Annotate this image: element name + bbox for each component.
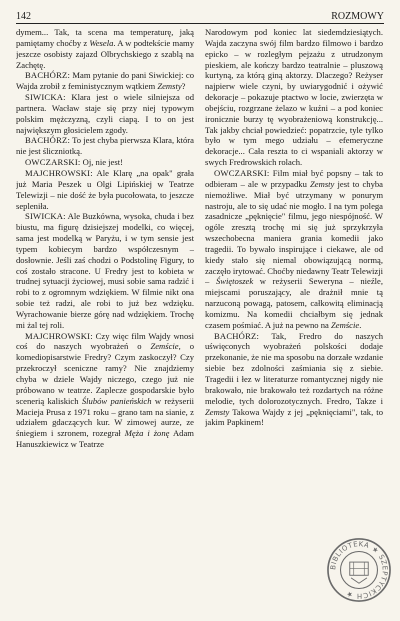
paragraph-text: dymem... Tak, ta scena ma temperaturę, jaką pamiętamy choćby z (16, 27, 194, 48)
speaker-name: SIWICKA: (25, 211, 66, 222)
left-paragraph (16, 92, 194, 135)
speaker-name: BACHÓRZ: (25, 70, 71, 81)
speaker-name: OWCZARSKI: (25, 157, 81, 168)
running-title: ROZMOWY (331, 11, 384, 22)
italic-title: Zemsty (205, 406, 230, 417)
left-paragraph (16, 211, 194, 330)
left-paragraph (16, 27, 194, 70)
paragraph-text: Tak, Fredro do naszych uświęconych wyobrażeń polskości dodaje przekonanie, że nie ma sposobu na dorzałe wzdanie siebie bez zdolności zaśmiania się z siebie. Tragedii i łez w literaturze romantycznej nigdy nie brakowało, nie brakowało też rozdartych na różne melodie, tych dolorozotycznych. Fredro, Takze i (205, 330, 383, 406)
speaker-name: MAJCHROWSKI: (25, 167, 93, 178)
left-paragraph (16, 331, 194, 450)
right-paragraph (205, 27, 383, 168)
italic-title: Zemście (331, 319, 360, 330)
page-number: 142 (16, 11, 31, 22)
speaker-name: MAJCHROWSKI: (25, 330, 93, 341)
paragraph-text: Klara jest o wiele silniejsza od partnera. Wacław staje się przy niej typowym polskim mężczyzną, czyli ciapą. I to on jest największym głosicielem zgody. (16, 92, 194, 135)
right-column (205, 27, 383, 609)
paragraph-text: Ale Klarę „na opak" grała już Maria Peszek u Olgi Lipińskiej w Teatrze Telewizji – nie dość że była pucołowata, to jeszcze sepleniła. (16, 167, 194, 211)
right-paragraph (205, 168, 383, 331)
paragraph-text: Adam Hanuszkiewicz w Teatrze (16, 428, 194, 450)
italic-title: Świętoszek (215, 276, 254, 287)
paragraph-text: w reżyserii Seweryna – nieźle, miejscami poruszający, ale drażnił mnie tą narzuconą powagą, patosem, całkowitą eliminacją komizmu. Na komedii chciałbym się jednak czasem pośmiać. A już na pewno na (205, 276, 383, 330)
paragraph-text: w reżyserii Macieja Prusa z 1971 roku – grano tam na sianie, z udziałem gdaczących kur. W zimowej aurze, ze śniegiem i szronem, rozegrał (16, 395, 194, 439)
italic-title: Męża i żonę (124, 428, 170, 439)
paragraph-text: . (359, 319, 362, 330)
paragraph-text: Ale Buzkówna, wysoka, chuda i bez biustu, ma figurę dzisiejszej modelki, co więcej, sama jest modelką w Paryżu, i w tym sensie jest typem kobiecym bardzo współczesnym – dosłownie. Jeśli zaś chodzi o Podstolinę Figury, to coś zostało stracone. U Fredry jest to kobieta w trudnej sytuacji życiowej, musi sobie sama radzić i robi to z ogromnym wdziękiem. W filmie nikt ona sobie też radzi, ale robi to już bez wdzięku. Wyrachowanie bierze górę nad wdziękiem. Trochę mi żal tej roli. (16, 211, 194, 330)
italic-title: Zemście (150, 341, 179, 352)
speaker-name: BACHÓRZ: (25, 135, 71, 146)
paragraph-text: Czy więc film Wajdy wnosi coś do naszych wyobrażeń o (16, 330, 194, 352)
italic-title: Wesela (89, 37, 114, 48)
speaker-name: SIWICKA: (25, 92, 66, 103)
paragraph-text: Oj, nie jest! (80, 157, 123, 168)
paragraph-text: . A w podtekście mamy jeszcze osobisty zajazd Olbrychskiego z szablą na Zachętę. (16, 37, 194, 70)
italic-title: Zemsty (310, 178, 335, 189)
right-paragraph (205, 331, 383, 429)
library-seal-icon (326, 537, 392, 603)
paragraph-text: jest to chyba niemożliwe. Miał być utrzymany w ponurym nastroju, ale to się udać nie mogło. I na tym polega zasadnicze „pęknięcie" filmu, jego niespójność. W ogóle zresztą trochę mi się już sprzykrzyła wszechobecna maniera grania komedii jako tragedii. To bywało inspirujące i ciekawe, ale od kiedy stało się niemal obowiązującą normą, zaczęło irytować. Choćby niedawny Teatr Telewizji – (205, 178, 383, 287)
page-header (16, 6, 384, 22)
paragraph-text: Narodowym pod koniec lat siedemdziesiątych. Wajda zaczyna swój film bardzo filmowo i bardzo epicko – w rozległym pejzażu z utrudzonym pieskiem, ale kończy bardzo teatralnie – pluszową kurtyną, za którą giną aktorzy. Dlaczego? Reżyser najpierw wiele czyni, by uwiarygodnić i ożywić dekoracje – pokazuje ptactwo w locie, zwierzęta w obejściu, rozgrzane żelazo w kuźni – a pod koniec ironicznie burzy tę wyobrażeniową konstrukcję... Tak jakby chciał powiedzieć: popatrzcie, tyle tylko było w tym mego udziału – efemeryczne dekoracje... Cała reszta to ci wspaniali aktorzy w swych Fredrowskich rolach. (205, 27, 383, 168)
left-paragraph (16, 70, 194, 92)
italic-title: Ślubów panieńskich (81, 395, 152, 406)
speaker-name: OWCZARSKI: (214, 167, 270, 178)
paragraph-text: ? (181, 81, 186, 92)
left-column (16, 27, 194, 609)
speaker-name: BACHÓRZ: (214, 330, 260, 341)
paragraph-text: , o komediopisarstwie Fredry? Czym zaskoczył? Czy przekroczył sceniczne ramy? Nie znajdziemy chyba w dziele Wajdy niczego, czego już nie próbowano w teatrze. Zaplecze gospodarskie było scenerią kaliskich (16, 341, 194, 406)
header-rule (16, 23, 384, 24)
left-paragraph (16, 135, 194, 157)
paragraph-text: Film miał być popsny – tak to odbieram – ale w przypadku (205, 167, 383, 189)
left-paragraph (16, 157, 194, 168)
paragraph-text: To jest chyba pierwsza Klara, która nie jest śliczniotką. (16, 135, 194, 157)
svg-text:BIBLIOTEKA ★ SZEPTYCKICH ★: BIBLIOTEKA ★ SZEPTYCKICH ★ (329, 540, 389, 600)
paragraph-text: Takowa Wajdy z jej „pęknięciami", tak, to jakim Papkinem! (205, 406, 383, 428)
left-paragraph (16, 168, 194, 211)
italic-title: Zemsty (157, 81, 182, 92)
paragraph-text: Mam pytanie do pani Siwickiej: co Wajda zrobił z feministycznym wątkiem (16, 70, 194, 92)
